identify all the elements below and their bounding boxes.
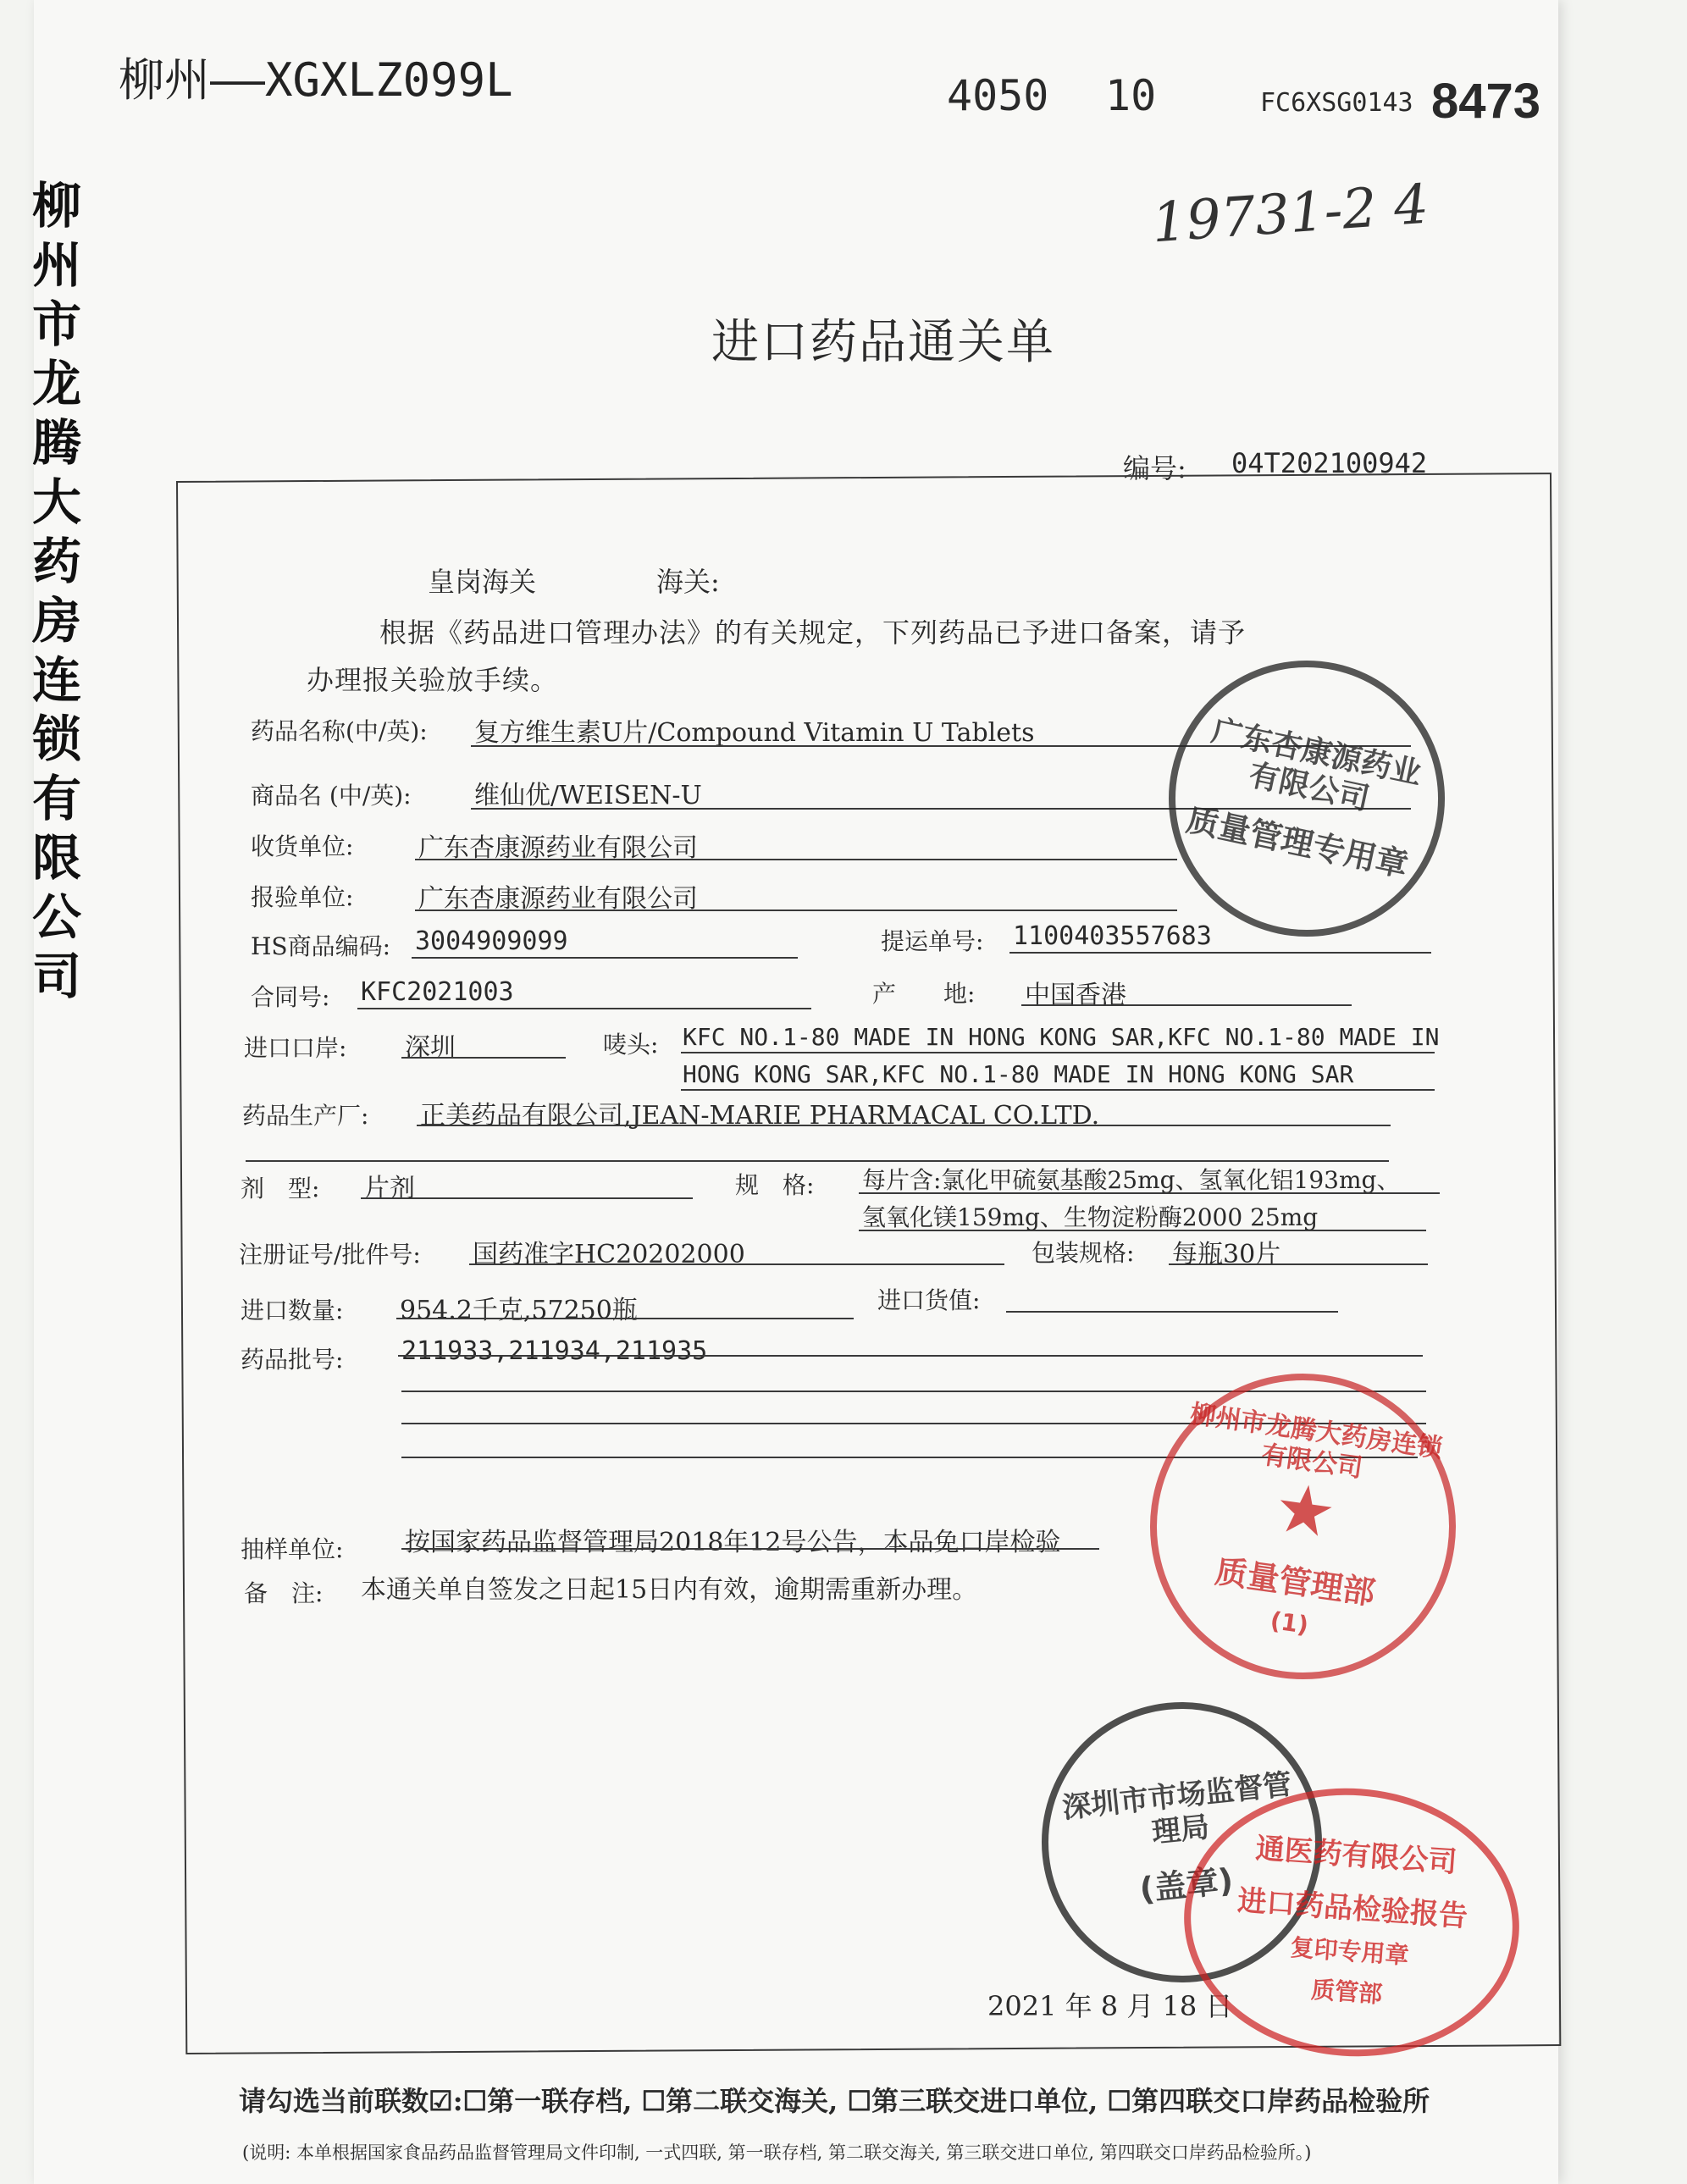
star-icon: ★ [1269, 1467, 1341, 1554]
batch-label: 药品批号: [241, 1346, 344, 1374]
spec-line-2: 氢氧化镁159mg、生物淀粉酶2000 25mg [862, 1203, 1319, 1231]
sampling-underline [401, 1548, 1099, 1550]
pack-underline [1169, 1263, 1428, 1265]
stamp3-top-text: 深圳市市场监督管理局 [1060, 1767, 1294, 1850]
form-label: 剂 型: [241, 1175, 320, 1203]
origin-value: 中国香港 [1025, 981, 1126, 1010]
pack-label: 包装规格: [1032, 1239, 1135, 1267]
manufacturer-label: 药品生产厂: [242, 1102, 369, 1130]
serial-label: 编号: [1123, 452, 1186, 484]
form-value: 片剂 [364, 1174, 415, 1203]
port-value: 深圳 [405, 1033, 456, 1063]
brand-value: 维仙优/WEISEN-U [474, 781, 702, 810]
spec-line-1: 每片含:氯化甲硫氨基酸25mg、氢氧化铝193mg、 [862, 1166, 1401, 1194]
mark-line-2: HONG KONG SAR,KFC NO.1-80 MADE IN HONG KONG SAR [683, 1060, 1354, 1088]
header-left-code: 柳州——XGXLZ099L [119, 53, 513, 107]
header-code-small: FC6XSG0143 [1260, 88, 1413, 118]
spec-underline-1 [859, 1192, 1440, 1194]
inspect-unit-underline [415, 910, 1177, 911]
header-code-big: 8473 [1431, 74, 1541, 129]
stamp1-top-text: 广东杏康源药业有限公司 [1209, 712, 1425, 817]
intro-line-1: 根据《药品进口管理办法》的有关规定，下列药品已予进口备案，请予 [379, 616, 1247, 649]
stamp2-mid-text: 质量管理部 [1213, 1551, 1378, 1612]
form-underline [361, 1197, 693, 1199]
consignee-label: 收货单位: [251, 832, 354, 860]
contract-label: 合同号: [251, 983, 330, 1011]
manufacturer-value: 正美药品有限公司,JEAN-MARIE PHARMACAL CO.LTD. [420, 1101, 1100, 1131]
value-label: 进口货值: [877, 1286, 981, 1314]
hs-code-value: 3004909099 [415, 926, 568, 956]
spec-label: 规 格: [735, 1171, 815, 1199]
origin-underline [1021, 1004, 1352, 1006]
stamp4-small-text-1: 复印专用章 [1289, 1932, 1410, 1970]
reg-underline [469, 1263, 1004, 1265]
port-underline [401, 1057, 566, 1059]
hs-code-label: HS商品编码: [251, 932, 391, 960]
reg-label: 注册证号/批件号: [239, 1241, 421, 1269]
manufacturer-underline [417, 1125, 1391, 1126]
mark-underline-2 [681, 1089, 1435, 1091]
mark-line-1: KFC NO.1-80 MADE IN HONG KONG SAR,KFC NO.1-80 MADE IN [683, 1023, 1440, 1051]
batch-value: 211933,211934,211935 [401, 1336, 708, 1366]
footer-note: (说明: 本单根据国家食品药品监督管理局文件印制, 一式四联, 第一联存档, 第二联交海关, 第三联交进口单位, 第四联交口岸药品检验所。) [242, 2143, 1312, 2163]
stamp3-mid-text: (盖章) [1137, 1861, 1236, 1909]
issue-date: 2021 年 8 月 18 日 [987, 1990, 1233, 2022]
stamp4-small-text-2: 质管部 [1310, 1975, 1384, 2009]
hs-code-underline [412, 957, 798, 959]
stamp2-top-text: 柳州市龙腾大药房连锁有限公司 [1188, 1398, 1445, 1484]
sampling-label: 抽样单位: [241, 1535, 344, 1563]
serial-value: 04T202100942 [1231, 447, 1428, 479]
consignee-underline [415, 859, 1177, 860]
spec-underline-2 [859, 1230, 1426, 1231]
port-label: 进口口岸: [244, 1034, 347, 1062]
sampling-value: 按国家药品监督管理局2018年12号公告，本品免口岸检验 [405, 1528, 1061, 1557]
mark-label: 唛头: [603, 1031, 659, 1059]
pack-value: 每瓶30片 [1172, 1240, 1281, 1269]
qty-label: 进口数量: [241, 1297, 344, 1324]
qty-underline [396, 1318, 854, 1319]
origin-label: 产 地: [872, 980, 976, 1008]
drug-name-value: 复方维生素U片/Compound Vitamin U Tablets [474, 718, 1035, 748]
stamp4-top-text: 通医药有限公司 [1254, 1831, 1458, 1879]
contract-value: KFC2021003 [361, 977, 514, 1007]
drug-name-label: 药品名称(中/英): [251, 717, 428, 745]
remark-label: 备 注: [244, 1579, 324, 1607]
bill-underline [1009, 952, 1431, 954]
customs-suffix: 海关: [656, 566, 720, 598]
contract-underline [357, 1008, 811, 1009]
qty-value: 954.2千克,57250瓶 [400, 1296, 638, 1325]
stamp4-mid-text: 进口药品检验报告 [1236, 1883, 1469, 1933]
handwritten-note: 19731-2 4 [1149, 173, 1431, 256]
consignee-value: 广东杏康源药业有限公司 [418, 833, 698, 863]
stamp2-small-text: (1) [1268, 1606, 1311, 1639]
copies-checklist: 请勾选当前联数☑:☐第一联存档, ☐第二联交海关, ☐第三联交进口单位, ☐第四联交口岸药品检验所 [239, 2085, 1430, 2117]
brand-label: 商品名 (中/英): [251, 782, 412, 810]
customs-name: 皇岗海关 [428, 566, 537, 598]
reg-value: 国药准字HC20202000 [473, 1240, 745, 1269]
document-title: 进口药品通关单 [711, 315, 1055, 370]
inspect-unit-label: 报验单位: [251, 883, 354, 911]
inspect-unit-value: 广东杏康源药业有限公司 [418, 884, 698, 914]
mark-underline-1 [681, 1052, 1435, 1053]
side-company-name: 柳州市龙腾大药房连锁有限公司 [31, 177, 81, 1005]
header-number-1: 4050 [947, 71, 1049, 120]
header-number-2: 10 [1105, 71, 1157, 120]
intro-line-2: 办理报关验放手续。 [307, 664, 559, 696]
remark-value: 本通关单自签发之日起15日内有效，逾期需重新办理。 [361, 1575, 978, 1605]
batch-underline [398, 1355, 1423, 1357]
value-underline [1006, 1311, 1338, 1313]
bill-label: 提运单号: [881, 927, 984, 955]
bill-value: 1100403557683 [1013, 921, 1212, 951]
stamp1-mid-text: 质量管理专用章 [1183, 800, 1412, 884]
